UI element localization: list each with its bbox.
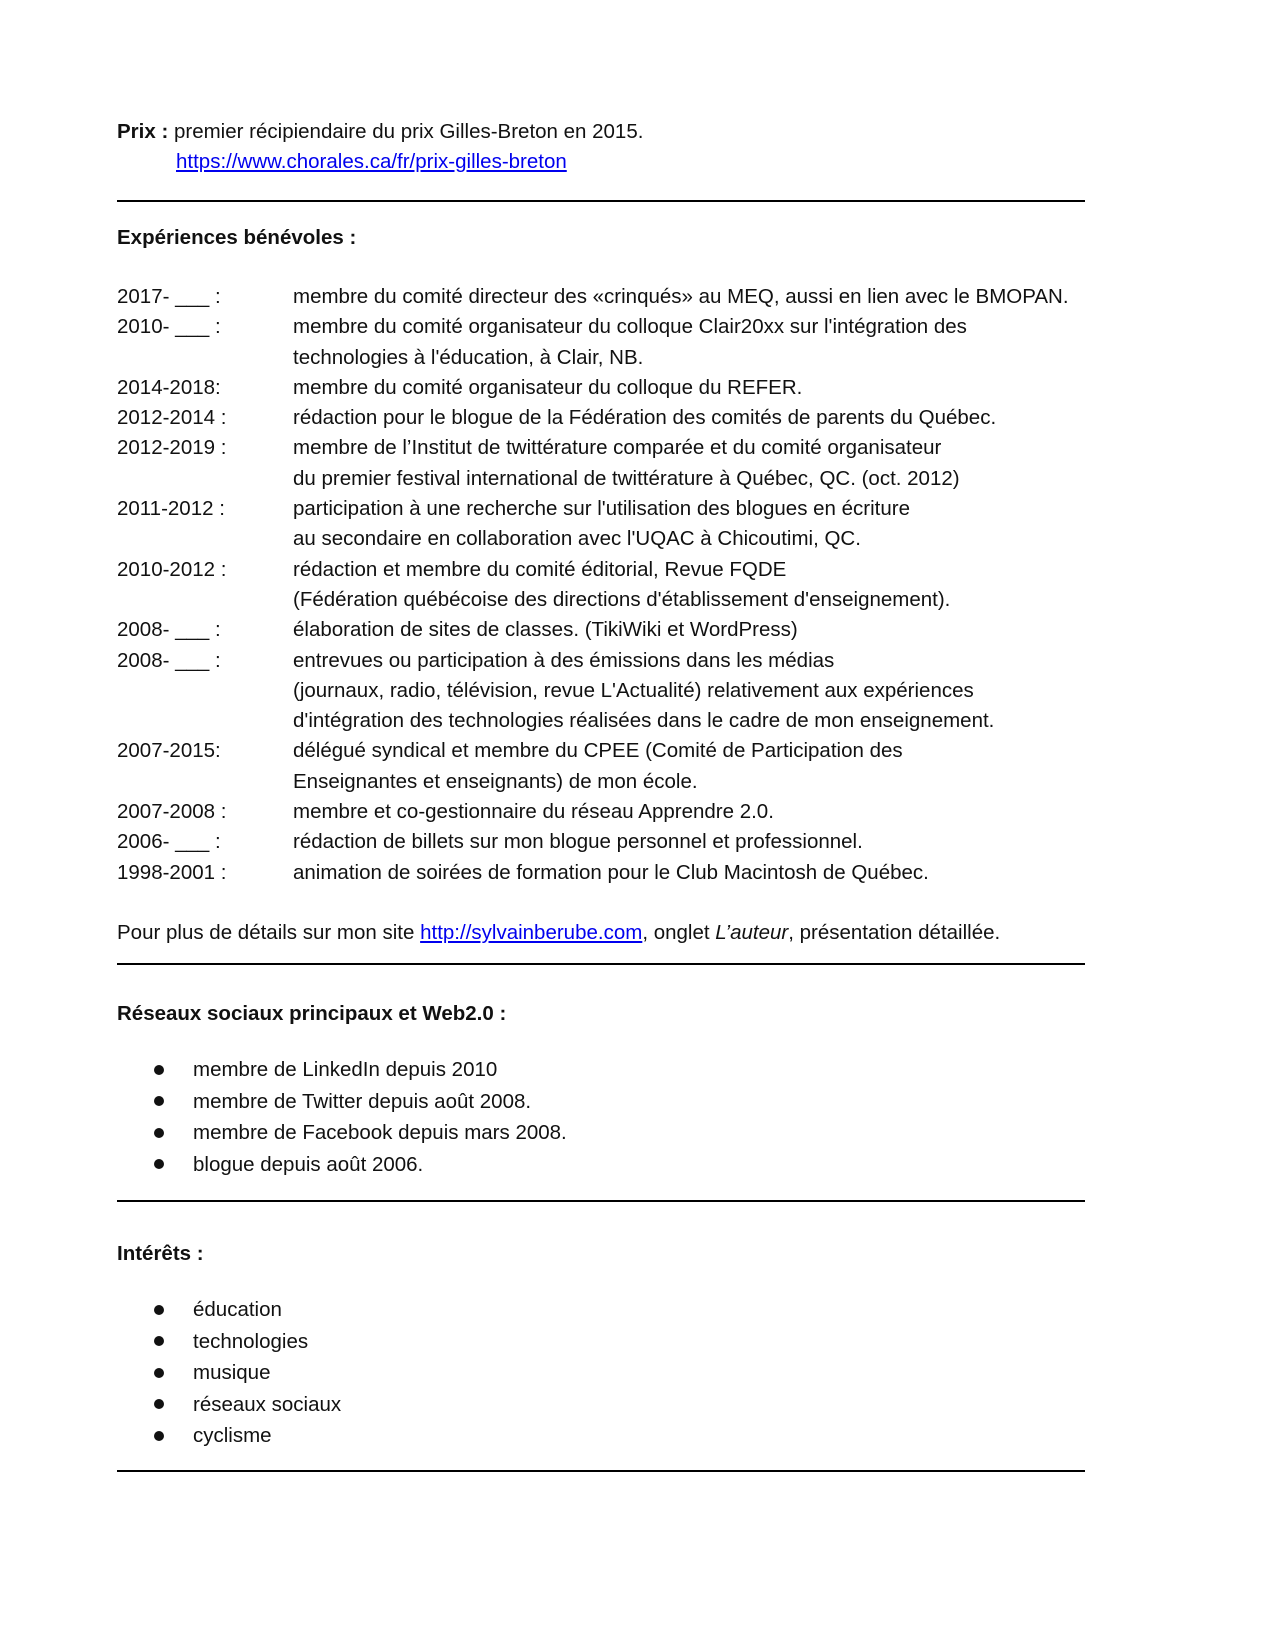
volunteer-description (293, 797, 774, 827)
social-list (117, 1054, 567, 1180)
bullet-icon (154, 1431, 164, 1441)
section-divider (117, 1200, 1085, 1202)
volunteer-description-line: au secondaire en collaboration avec l'UQAC à Chicoutimi, QC. (293, 527, 861, 551)
interest-item (117, 1420, 341, 1452)
details-prefix: Pour plus de détails sur mon site (117, 921, 421, 944)
details-suffix: , présentation détaillée. (788, 921, 1001, 944)
social-item (117, 1086, 567, 1118)
social-item (117, 1054, 567, 1086)
volunteer-description-line: rédaction de billets sur mon blogue personnel et professionnel. (293, 830, 863, 854)
social-item-label: blogue depuis août 2006. (193, 1152, 424, 1176)
volunteer-date: 2011-2012 : (117, 497, 225, 521)
volunteer-date: 2017- ___ : (117, 285, 221, 308)
volunteer-date: 2006- ___ : (117, 830, 221, 854)
volunteer-item (117, 827, 1069, 857)
interest-item-label: technologies (193, 1329, 309, 1353)
interest-item (117, 1294, 341, 1326)
volunteer-description-line: membre du comité organisateur du colloque du REFER. (293, 375, 803, 399)
volunteer-description (293, 615, 798, 645)
volunteer-description (293, 827, 863, 857)
bullet-icon (154, 1159, 164, 1169)
volunteer-list (117, 282, 1069, 888)
volunteer-item (117, 555, 1069, 616)
social-item (117, 1149, 567, 1181)
bullet-icon (154, 1305, 164, 1315)
social-item (117, 1117, 567, 1149)
volunteer-item (117, 646, 1069, 737)
volunteer-description-line: membre et co-gestionnaire du réseau Apprendre 2.0. (293, 800, 774, 824)
volunteer-item (117, 373, 1069, 403)
volunteer-description (293, 646, 994, 737)
volunteer-item (117, 615, 1069, 645)
section-divider (117, 1470, 1085, 1472)
volunteer-date: 2012-2014 : (117, 406, 227, 430)
volunteer-date: 2007-2015: (117, 739, 221, 763)
volunteer-description (293, 282, 1069, 312)
prize-url-line (176, 147, 567, 176)
prize-heading: Prix : (117, 120, 169, 143)
volunteer-date: 2014-2018: (117, 375, 221, 399)
volunteer-description-line: Enseignantes et enseignants) de mon école. (293, 769, 698, 793)
volunteer-description-line: du premier festival international de twittérature à Québec, QC. (oct. 2012) (293, 466, 960, 490)
prize-text: premier récipiendaire du prix Gilles-Breton en 2015. (168, 120, 644, 143)
volunteer-description-line: (Fédération québécoise des directions d'établissement d'enseignement). (293, 587, 951, 611)
interest-item (117, 1389, 341, 1421)
volunteer-description-line: membre du comité directeur des «crinqués» au MEQ, aussi en lien avec le BMOPAN. (293, 285, 1069, 308)
volunteer-item (117, 858, 1069, 888)
details-italic: L’auteur (715, 921, 789, 944)
volunteer-item (117, 403, 1069, 433)
social-item-label: membre de Twitter depuis août 2008. (193, 1089, 532, 1113)
volunteer-date: 2010- ___ : (117, 315, 221, 339)
interests-heading: Intérêts : (117, 1242, 204, 1265)
volunteer-description-line: participation à une recherche sur l'utilisation des blogues en écriture (293, 497, 910, 521)
bullet-icon (154, 1096, 164, 1106)
volunteer-description-line: animation de soirées de formation pour le Club Macintosh de Québec. (293, 860, 929, 884)
interest-item-label: éducation (193, 1298, 282, 1321)
volunteer-description-line: rédaction et membre du comité éditorial, Revue FQDE (293, 557, 787, 581)
volunteer-date: 2008- ___ : (117, 648, 221, 672)
volunteer-description-line: élaboration de sites de classes. (TikiWiki et WordPress) (293, 618, 798, 642)
interest-item-label: réseaux sociaux (193, 1392, 342, 1416)
volunteer-item (117, 282, 1069, 312)
volunteer-description (293, 433, 960, 494)
section-divider (117, 963, 1085, 965)
volunteer-date: 2008- ___ : (117, 618, 221, 642)
volunteer-description-line: délégué syndical et membre du CPEE (Comité de Participation des (293, 739, 903, 763)
section-divider (117, 200, 1085, 202)
volunteer-description (293, 494, 910, 555)
volunteer-item (117, 312, 1069, 373)
volunteer-description (293, 312, 967, 373)
volunteer-description-line: membre du comité organisateur du colloque Clair20xx sur l'intégration des (293, 315, 967, 339)
volunteer-description (293, 373, 802, 403)
volunteer-description-line: technologies à l'éducation, à Clair, NB. (293, 345, 644, 369)
social-item-label: membre de LinkedIn depuis 2010 (193, 1058, 498, 1081)
prize-link[interactable]: https://www.chorales.ca/fr/prix-gilles-breton (176, 150, 567, 173)
volunteer-item (117, 433, 1069, 494)
bullet-icon (154, 1399, 164, 1409)
volunteer-description (293, 555, 950, 616)
volunteer-description-line: entrevues ou participation à des émissions dans les médias (293, 648, 835, 672)
interest-item (117, 1326, 341, 1358)
volunteer-description-line: membre de l’Institut de twittérature comparée et du comité organisateur (293, 436, 942, 460)
volunteer-item (117, 494, 1069, 555)
volunteer-heading: Expériences bénévoles : (117, 226, 357, 249)
social-heading: Réseaux sociaux principaux et Web2.0 : (117, 1002, 507, 1025)
volunteer-date: 2010-2012 : (117, 557, 227, 581)
volunteer-description-line: (journaux, radio, télévision, revue L'Actualité) relativement aux expériences (293, 678, 974, 702)
volunteer-item (117, 797, 1069, 827)
site-link[interactable]: http://sylvainberube.com (420, 921, 643, 944)
volunteer-description-line: d'intégration des technologies réalisées dans le cadre de mon enseignement. (293, 709, 995, 733)
volunteer-date: 2012-2019 : (117, 436, 227, 460)
prize-line (117, 117, 643, 146)
bullet-icon (154, 1065, 164, 1075)
interest-item-label: musique (193, 1361, 271, 1384)
volunteer-date: 1998-2001 : (117, 860, 227, 884)
volunteer-description-line: rédaction pour le blogue de la Fédération des comités de parents du Québec. (293, 406, 997, 430)
volunteer-description (293, 858, 929, 888)
details-line (117, 918, 1000, 947)
bullet-icon (154, 1128, 164, 1138)
volunteer-description (293, 403, 996, 433)
volunteer-item (117, 736, 1069, 797)
volunteer-description (293, 736, 903, 797)
volunteer-date: 2007-2008 : (117, 800, 227, 824)
bullet-icon (154, 1368, 164, 1378)
social-item-label: membre de Facebook depuis mars 2008. (193, 1121, 567, 1144)
interest-item-label: cyclisme (193, 1424, 272, 1447)
bullet-icon (154, 1336, 164, 1346)
details-mid: , onglet (642, 921, 716, 944)
interest-item (117, 1357, 341, 1389)
interests-list (117, 1294, 341, 1452)
